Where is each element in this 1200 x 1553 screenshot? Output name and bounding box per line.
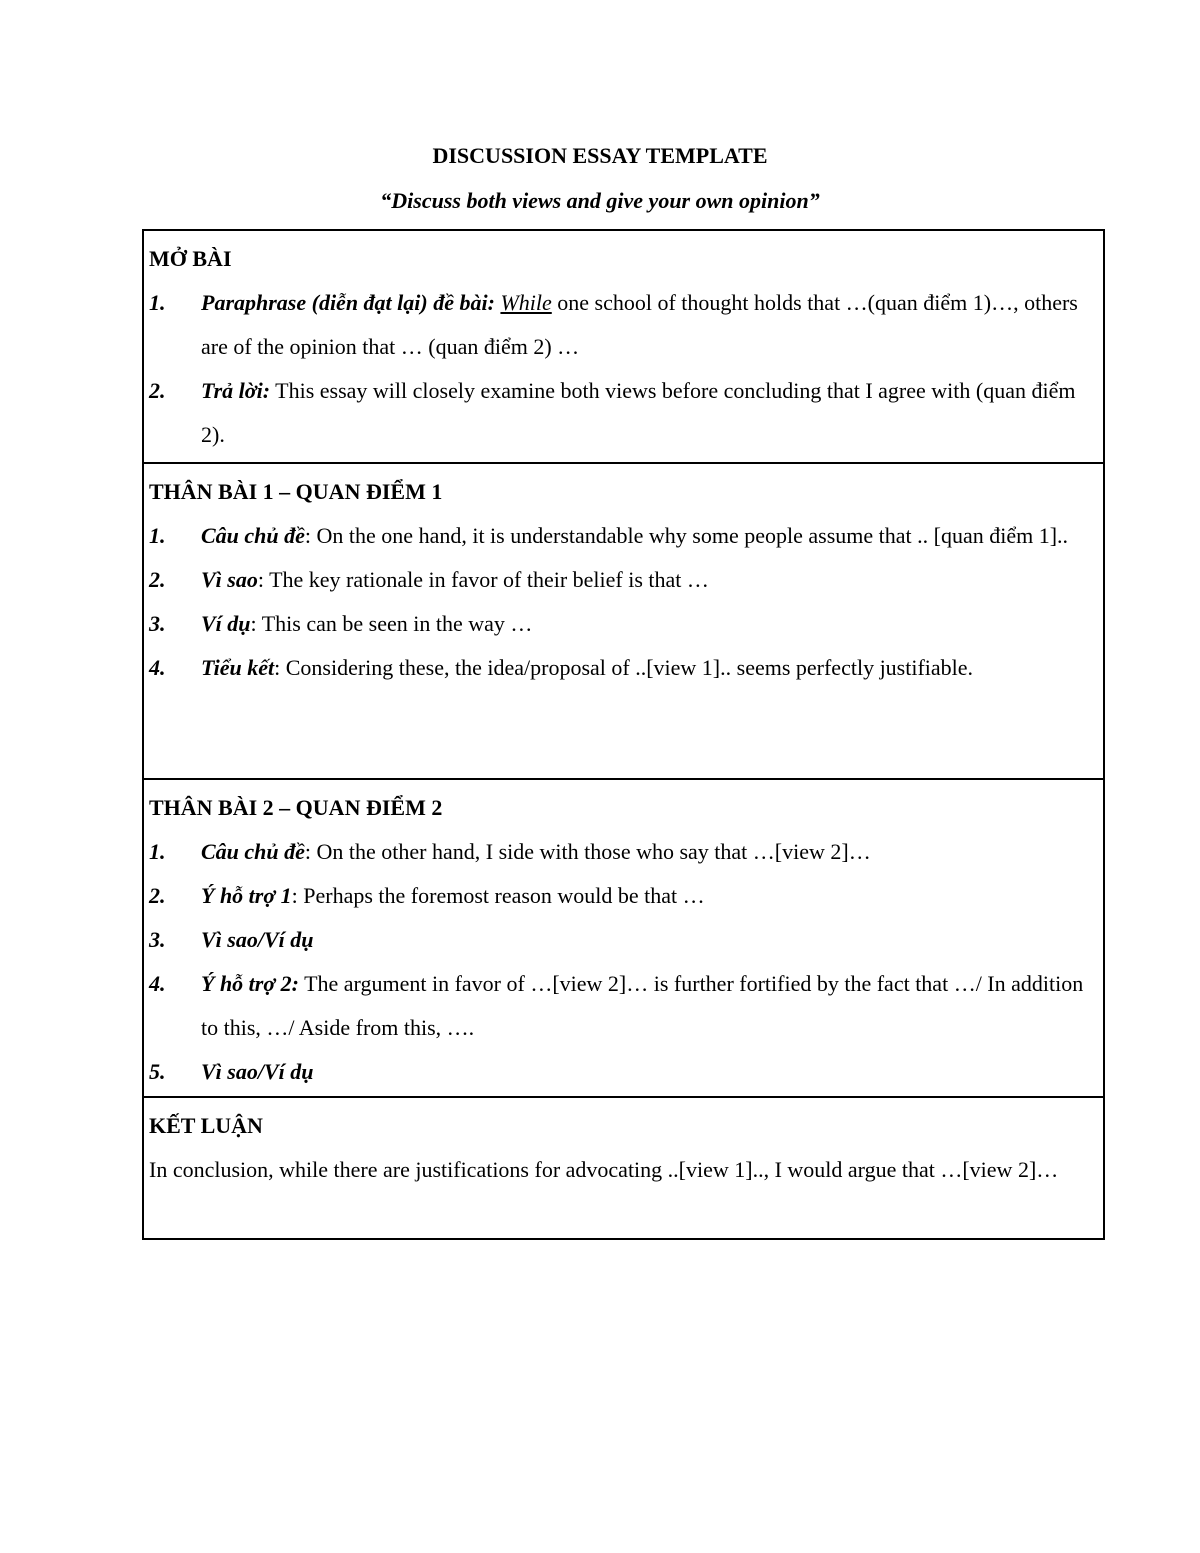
item-text: The argument in favor of …[view 2]… is further fortified by the fact that …/ In addition to this, …/ Aside from this, …. (201, 971, 1084, 1040)
item-number: 1. (149, 523, 166, 548)
item-text: : This can be seen in the way … (250, 611, 533, 636)
list-item (149, 558, 1091, 602)
section-heading: MỞ BÀI (149, 246, 232, 271)
item-number: 4. (149, 971, 166, 996)
item-label: Ví dụ (201, 611, 251, 636)
item-text: : The key rationale in favor of their belief is that … (257, 567, 709, 592)
item-number: 3. (149, 611, 166, 636)
document-subtitle: “Discuss both views and give your own opinion” (380, 188, 820, 213)
item-number: 1. (149, 290, 166, 315)
section-heading: THÂN BÀI 1 – QUAN ĐIỂM 1 (149, 479, 443, 504)
section-body-1 (144, 462, 1103, 778)
list-item (149, 1050, 1091, 1094)
list-item (149, 281, 1091, 369)
item-label: Câu chủ đề (201, 523, 305, 548)
document-title: DISCUSSION ESSAY TEMPLATE (432, 143, 768, 168)
list-item (149, 918, 1091, 962)
list-item (149, 874, 1091, 918)
item-text: : On the other hand, I side with those who say that …[view 2]… (304, 839, 871, 864)
item-text: This essay will closely examine both views before concluding that I agree with (quan điểm 2). (201, 378, 1076, 447)
list-item (149, 602, 1091, 646)
item-number: 3. (149, 927, 166, 952)
item-number: 1. (149, 839, 166, 864)
list-item (149, 646, 1091, 690)
item-number: 5. (149, 1059, 166, 1084)
item-label: Vì sao/Ví dụ (201, 927, 314, 952)
item-text: : On the one hand, it is understandable why some people assume that .. [quan điểm 1].. (304, 523, 1069, 548)
item-number: 2. (149, 378, 166, 403)
list-item (149, 514, 1091, 558)
list-item (149, 962, 1091, 1050)
item-label: Câu chủ đề (201, 839, 305, 864)
item-text: : Perhaps the foremost reason would be that … (291, 883, 705, 908)
item-label: Paraphrase (diễn đạt lại) đề bài: (201, 290, 495, 315)
section-heading: THÂN BÀI 2 – QUAN ĐIỂM 2 (149, 795, 443, 820)
item-number: 4. (149, 655, 166, 680)
item-label: Tiểu kết (201, 655, 275, 680)
item-label: Trả lời: (201, 378, 271, 403)
conclusion-text: In conclusion, while there are justifications for advocating ..[view 1].., I would argue that …[view 2]… (149, 1157, 1059, 1182)
item-label: Ý hỗ trợ 2: (201, 971, 299, 996)
section-heading: KẾT LUẬN (149, 1113, 263, 1138)
item-text: one school of thought holds that …(quan điểm 1)…, others are of the opinion that … (quan điểm 2) … (201, 290, 1078, 359)
list-item (149, 830, 1091, 874)
item-number: 2. (149, 883, 166, 908)
section-body-2 (144, 778, 1103, 1096)
list-item (149, 369, 1091, 457)
item-text: : Considering these, the idea/proposal of ..[view 1].. seems perfectly justifiable. (274, 655, 974, 680)
section-introduction (144, 231, 1103, 462)
item-label: Ý hỗ trợ 1 (201, 883, 292, 908)
essay-template-table (142, 229, 1105, 1240)
section-conclusion (144, 1096, 1103, 1238)
underlined-word: While (500, 290, 552, 315)
item-label: Vì sao/Ví dụ (201, 1059, 314, 1084)
item-number: 2. (149, 567, 166, 592)
item-label: Vì sao (201, 567, 258, 592)
